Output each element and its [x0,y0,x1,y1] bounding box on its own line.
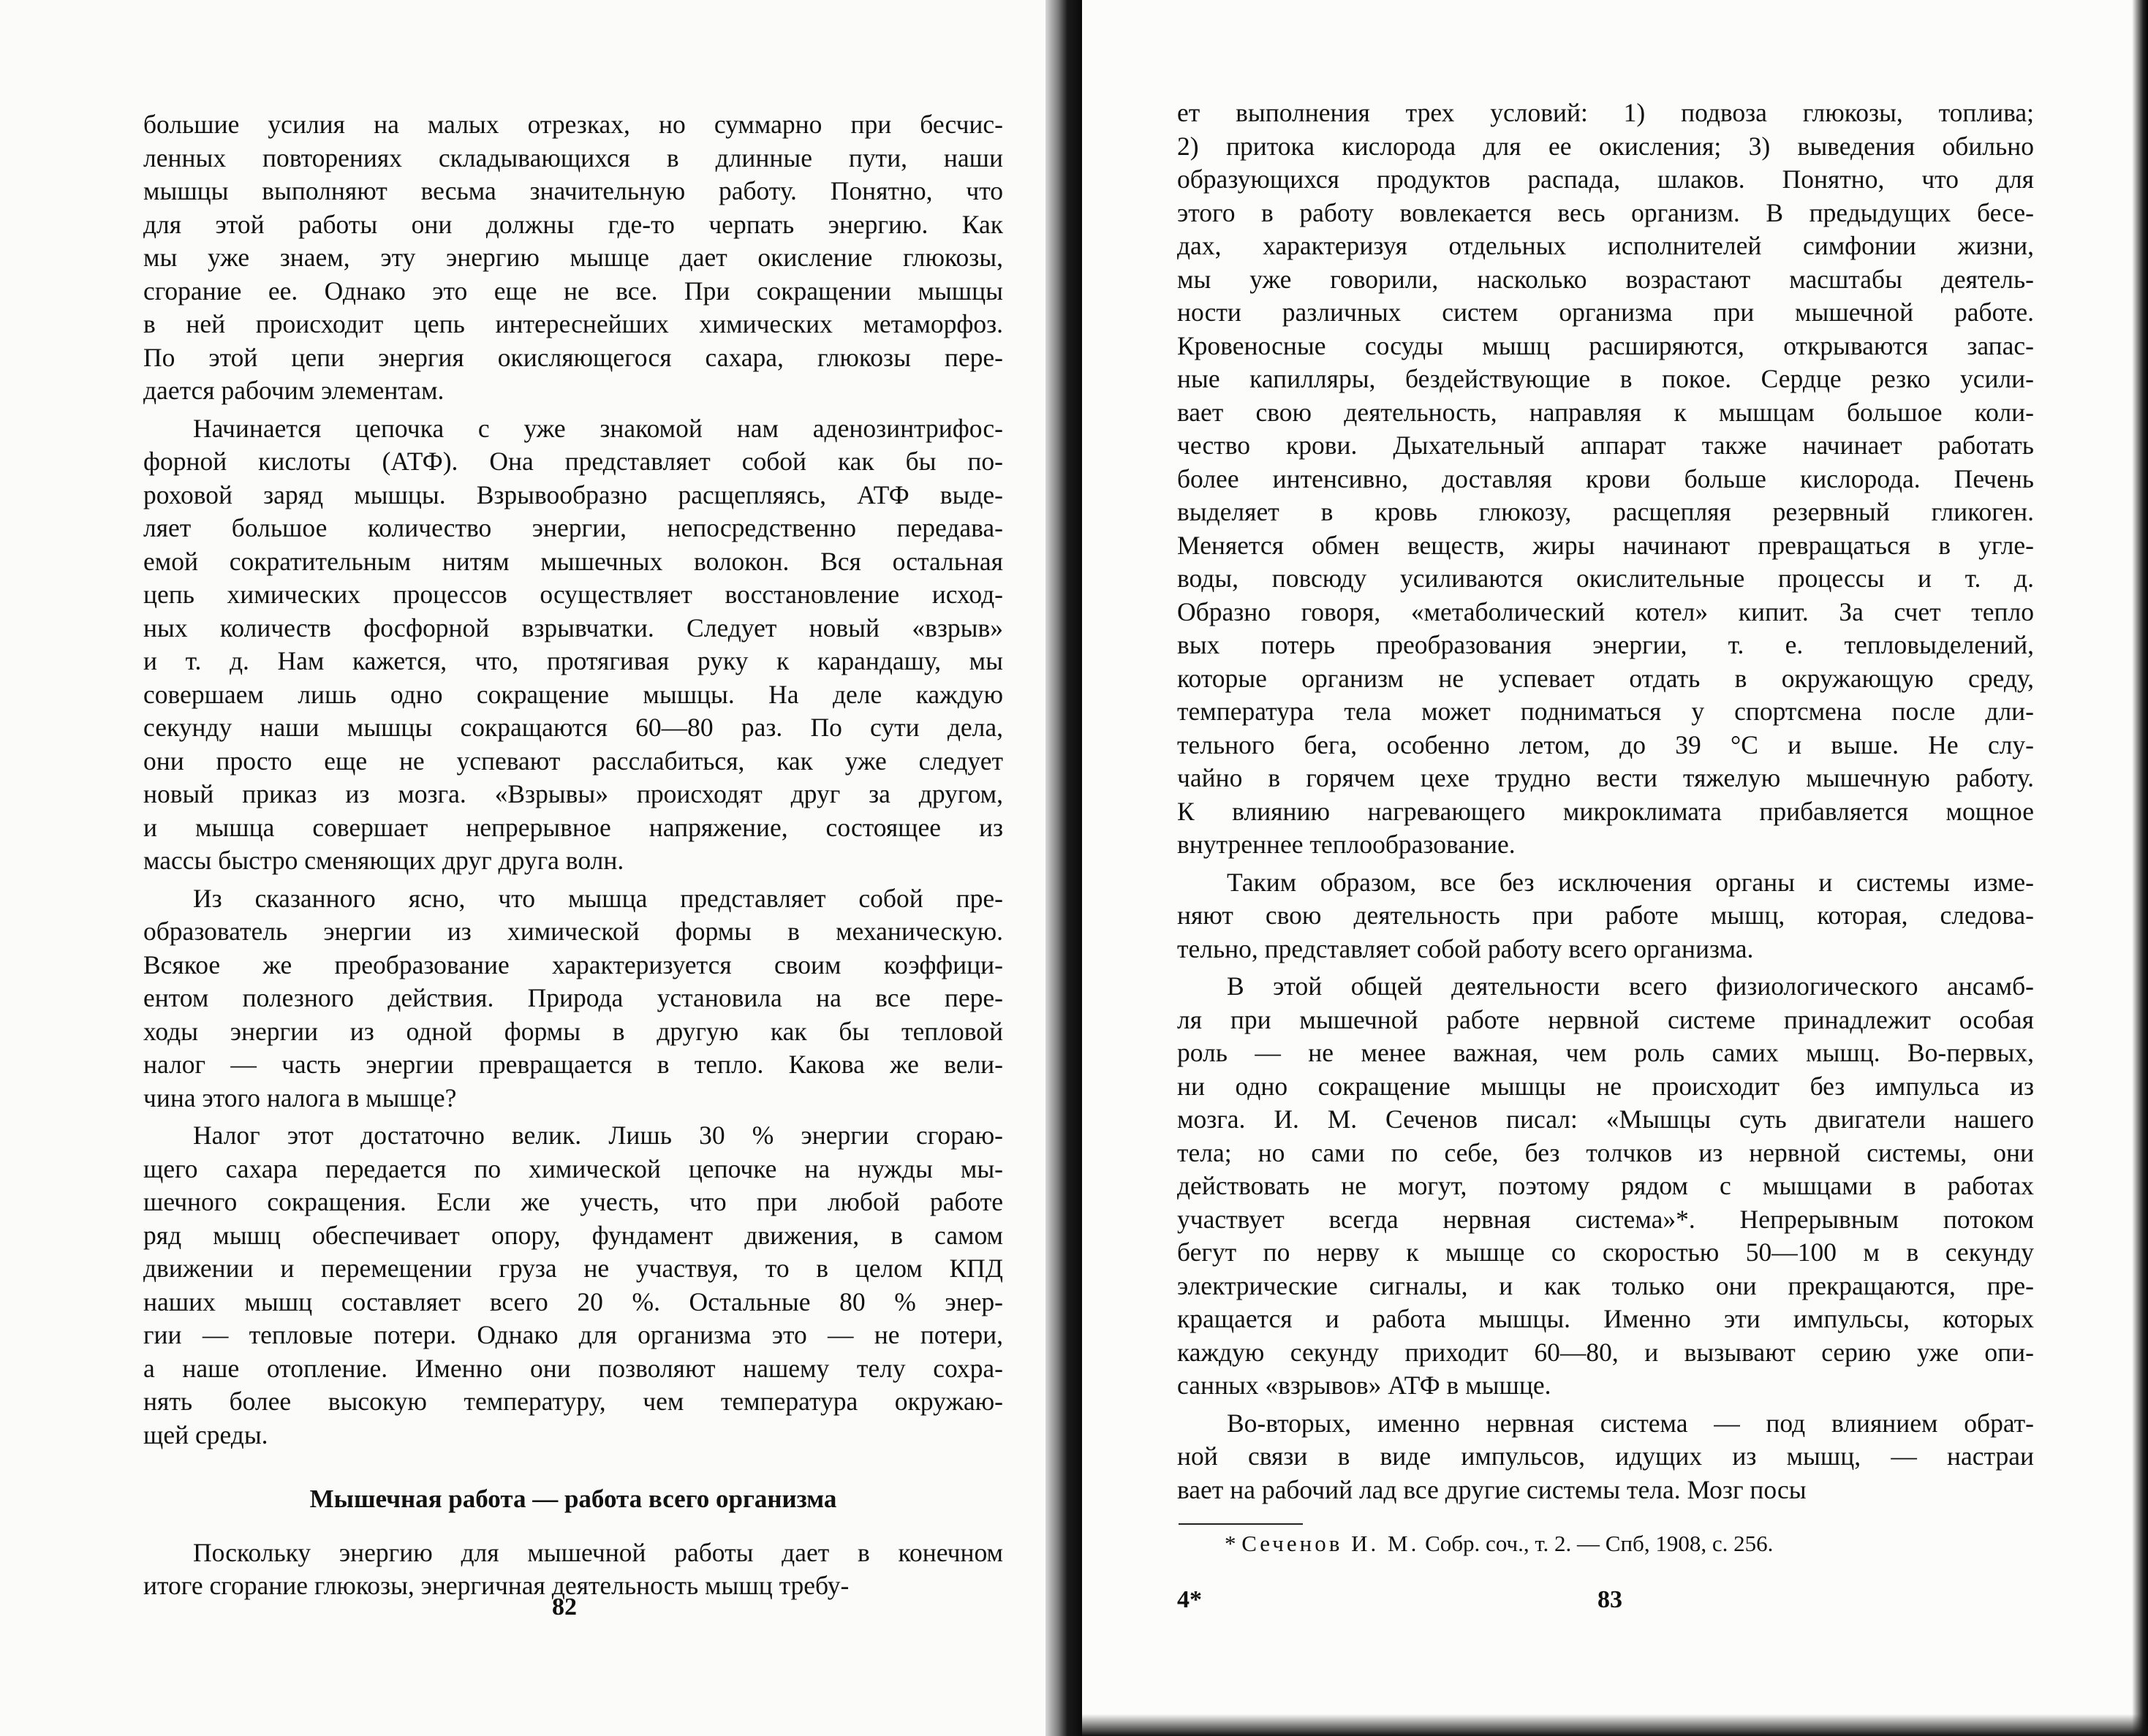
text-line: ля при мышечной работе нервной системе принадлежит особая [1177,1004,2034,1034]
text-line: образователь энергии из химической формы в механическую. [143,917,1003,946]
footnote [1225,1531,1773,1557]
text-line: ентом полезного действия. Природа установила на все пере- [143,983,1003,1012]
text-line: ных количеств фосфорной взрывчатки. Следует новый «взрыв» [143,613,1003,643]
text-line: которые организм не успевает отдать в окружающую среду, [1177,663,2034,693]
text-line: тельного бега, особенно летом, до 39 °С и выше. Не слу- [1177,729,2034,759]
paragraph [143,882,1003,1115]
text-line: ни одно сокращение мышцы не происходит без импульса из [1177,1071,2034,1101]
text-line: По этой цепи энергия окисляющегося сахара, глюкозы пере- [143,342,1003,372]
text-line: налог — часть энергии превращается в тепло. Какова же вели- [143,1050,1003,1079]
text-line: мышцы выполняют весьма значительную работу. Понятно, что [143,176,1003,205]
text-line: в ней происходит цепь интереснейших химических метаморфоз. [143,309,1003,338]
text-line: чина этого налога в мышце? [143,1083,457,1113]
right-page-number: 83 [1597,1586,1622,1613]
text-line: щей среды. [143,1419,268,1449]
text-line: щего сахара передается по химической цепочке на нужды мы- [143,1153,1003,1183]
paragraph [1177,1407,2034,1507]
footnote-author: Сеченов И. М. [1241,1531,1420,1556]
text-line: и т. д. Нам кажется, что, протягивая руку к карандашу, мы [143,646,1003,675]
text-line: цепь химических процессов осуществляет восстановление исход- [143,580,1003,609]
footnote-text: Собр. соч., т. 2. — Спб, 1908, с. 256. [1425,1531,1774,1556]
text-line: кращается и работа мышцы. Именно эти импульсы, которых [1177,1304,2034,1333]
text-line: выделяет в кровь глюкозу, расщепляя резервный гликоген. [1177,497,2034,526]
text-line: тела; но сами по себе, без толчков из нервной системы, они [1177,1137,2034,1167]
page-edge-shadow [2132,0,2148,1736]
text-line: чество крови. Дыхательный аппарат также начинает работать [1177,431,2034,460]
text-line: участвует всегда нервная система»*. Непрерывным потоком [1177,1204,2034,1234]
text-line: этого в работу вовлекается весь организм. В предыдущих бесе- [1177,197,2034,227]
text-line: движении и перемещении груза не участвуя, то в целом КПД [143,1254,1003,1283]
text-line: внутреннее теплообразование. [1177,830,1516,859]
section-heading: Мышечная работа — работа всего организма [309,1485,837,1513]
footnote-rule [1179,1523,1303,1525]
text-line: мозга. И. М. Сеченов писал: «Мышцы суть двигатели нашего [1177,1104,2034,1134]
text-line: бегут по нерву к мышце со скоростью 50—100 м в секунду [1177,1237,2034,1267]
page-bottom-shadow [1082,1714,2148,1736]
text-line: ет выполнения трех условий: 1) подвоза глюкозы, топлива; [1177,98,2034,127]
text-line: ленных повторениях складывающихся в длинные пути, наши [143,143,1003,173]
text-line: ходы энергии из одной формы в другую как бы тепловой [143,1016,1003,1046]
text-line: каждую секунду приходит 60—80, и вызывают серию уже опи- [1177,1337,2034,1367]
text-line: мы уже знаем, эту энергию мышце дает окисление глюкозы, [143,243,1003,272]
text-line: электрические сигналы, и как только они прекращаются, пре- [1177,1270,2034,1300]
text-line: 2) притока кислорода для ее окисления; 3) выведения обильно [1177,131,2034,161]
text-line: форной кислоты (АТФ). Она представляет собой как бы по- [143,447,1003,476]
text-line: Всякое же преобразование характеризуется своим коэффици- [143,950,1003,979]
text-line: вает на рабочий лад все другие системы тела. Мозг посы [1177,1474,1807,1504]
text-line: дается рабочим элементам. [143,376,445,405]
text-line: санных «взрывов» АТФ в мышце. [1177,1371,1551,1400]
text-line: няют свою деятельность при работе мышц, которая, следова- [1177,901,2034,930]
text-line: и мышца совершает непрерывное напряжение, состоящее из [143,812,1003,842]
paragraph [143,1119,1003,1452]
left-page [0,0,1045,1736]
text-line: Начинается цепочка с уже знакомой нам аденозинтрифос- [193,413,1003,443]
text-line: они просто еще не успевают расслабиться, как уже следует [143,746,1003,776]
text-line: Из сказанного ясно, что мышца представляет собой пре- [193,883,1003,913]
text-line: дах, характеризуя отдельных исполнителей симфонии жизни, [1177,231,2034,260]
text-line: Налог этот достаточно велик. Лишь 30 % энергии сгораю- [193,1121,1003,1150]
text-line: нять более высокую температуру, чем температура окружаю- [143,1387,1003,1416]
right-page [1082,0,2148,1736]
left-page-text [143,108,1003,1607]
text-line: ляет большое количество энергии, непосредственно передава- [143,513,1003,542]
text-line: В этой общей деятельности всего физиологического ансамб- [1227,971,2034,1001]
text-line: роховой заряд мышцы. Взрывообразно расщепляясь, АТФ выде- [143,480,1003,509]
text-line: ные капилляры, бездействующие в покое. Сердце резко усили- [1177,364,2034,393]
text-line: вает свою деятельность, направляя к мышцам большое коли- [1177,397,2034,427]
text-line: чайно в горячем цехе трудно вести тяжелую мышечную работу. [1177,763,2034,792]
text-line: мы уже говорили, насколько возрастают масштабы деятель- [1177,264,2034,294]
text-line: новый приказ из мозга. «Взрывы» происходят друг за другом, [143,779,1003,808]
text-line: сгорание ее. Однако это еще не все. При сокращении мышцы [143,276,1003,306]
paragraph [143,1536,1003,1603]
text-line: действовать не могут, поэтому рядом с мышцами в работах [1177,1171,2034,1200]
text-line: температура тела может подниматься у спортсмена после дли- [1177,697,2034,726]
text-line: К влиянию нагревающего микроклимата прибавляется мощное [1177,796,2034,826]
paragraph [143,412,1003,878]
text-line: ной связи в виде импульсов, идущих из мышц, — настраи [1177,1441,2034,1471]
paragraph [143,108,1003,408]
text-line: более интенсивно, доставляя крови больше кислорода. Печень [1177,463,2034,493]
paragraph [1177,96,2034,862]
text-line: Меняется обмен веществ, жиры начинают превращаться в угле- [1177,530,2034,560]
text-line: Кровеносные сосуды мышц расширяются, открываются запас- [1177,330,2034,360]
paragraph [1177,970,2034,1403]
text-line: секунду наши мышцы сокращаются 60—80 раз. По сути дела, [143,713,1003,742]
text-line: Поскольку энергию для мышечной работы дает в конечном [193,1537,1003,1567]
text-line: шечного сокращения. Если же учесть, что при любой работе [143,1187,1003,1216]
signature-mark: 4* [1177,1586,1202,1613]
text-line: а наше отопление. Именно они позволяют нашему телу сохра- [143,1353,1003,1383]
footnote-marker: * [1225,1531,1236,1556]
left-page-number: 82 [552,1593,577,1621]
paragraph [1177,866,2034,966]
book-spine [1045,0,1082,1736]
text-line: совершаем лишь одно сокращение мышцы. На деле каждую [143,679,1003,709]
text-line: для этой работы они должны где-то черпать энергию. Как [143,209,1003,239]
text-line: итоге сгорание глюкозы, энергичная деятельность мышц требу- [143,1571,850,1600]
text-line: Во-вторых, именно нервная система — под влиянием обрат- [1227,1408,2034,1438]
text-line: наших мышц составляет всего 20 %. Остальные 80 % энер- [143,1286,1003,1316]
text-line: тельно, представляет собой работу всего организма. [1177,933,1754,963]
text-line: образующихся продуктов распада, шлаков. Понятно, что для [1177,164,2034,194]
text-line: емой сократительным нитям мышечных волокон. Вся остальная [143,546,1003,576]
right-page-text [1177,96,2034,1511]
text-line: воды, повсюду усиливаются окислительные процессы и т. д. [1177,564,2034,593]
text-line: вых потерь преобразования энергии, т. е. тепловыделений, [1177,630,2034,659]
text-line: гии — тепловые потери. Однако для организма это — не потери, [143,1320,1003,1349]
text-line: ности различных систем организма при мышечной работе. [1177,297,2034,327]
text-line: большие усилия на малых отрезках, но суммарно при бесчис- [143,110,1003,139]
text-line: ряд мышц обеспечивает опору, фундамент движения, в самом [143,1220,1003,1250]
text-line: Образно говоря, «метаболический котел» кипит. За счет тепло [1177,596,2034,626]
text-line: роль — не менее важная, чем роль самих мышц. Во-первых, [1177,1038,2034,1067]
text-line: массы быстро сменяющих друг друга волн. [143,846,624,875]
text-line: Таким образом, все без исключения органы и системы изме- [1227,867,2034,897]
